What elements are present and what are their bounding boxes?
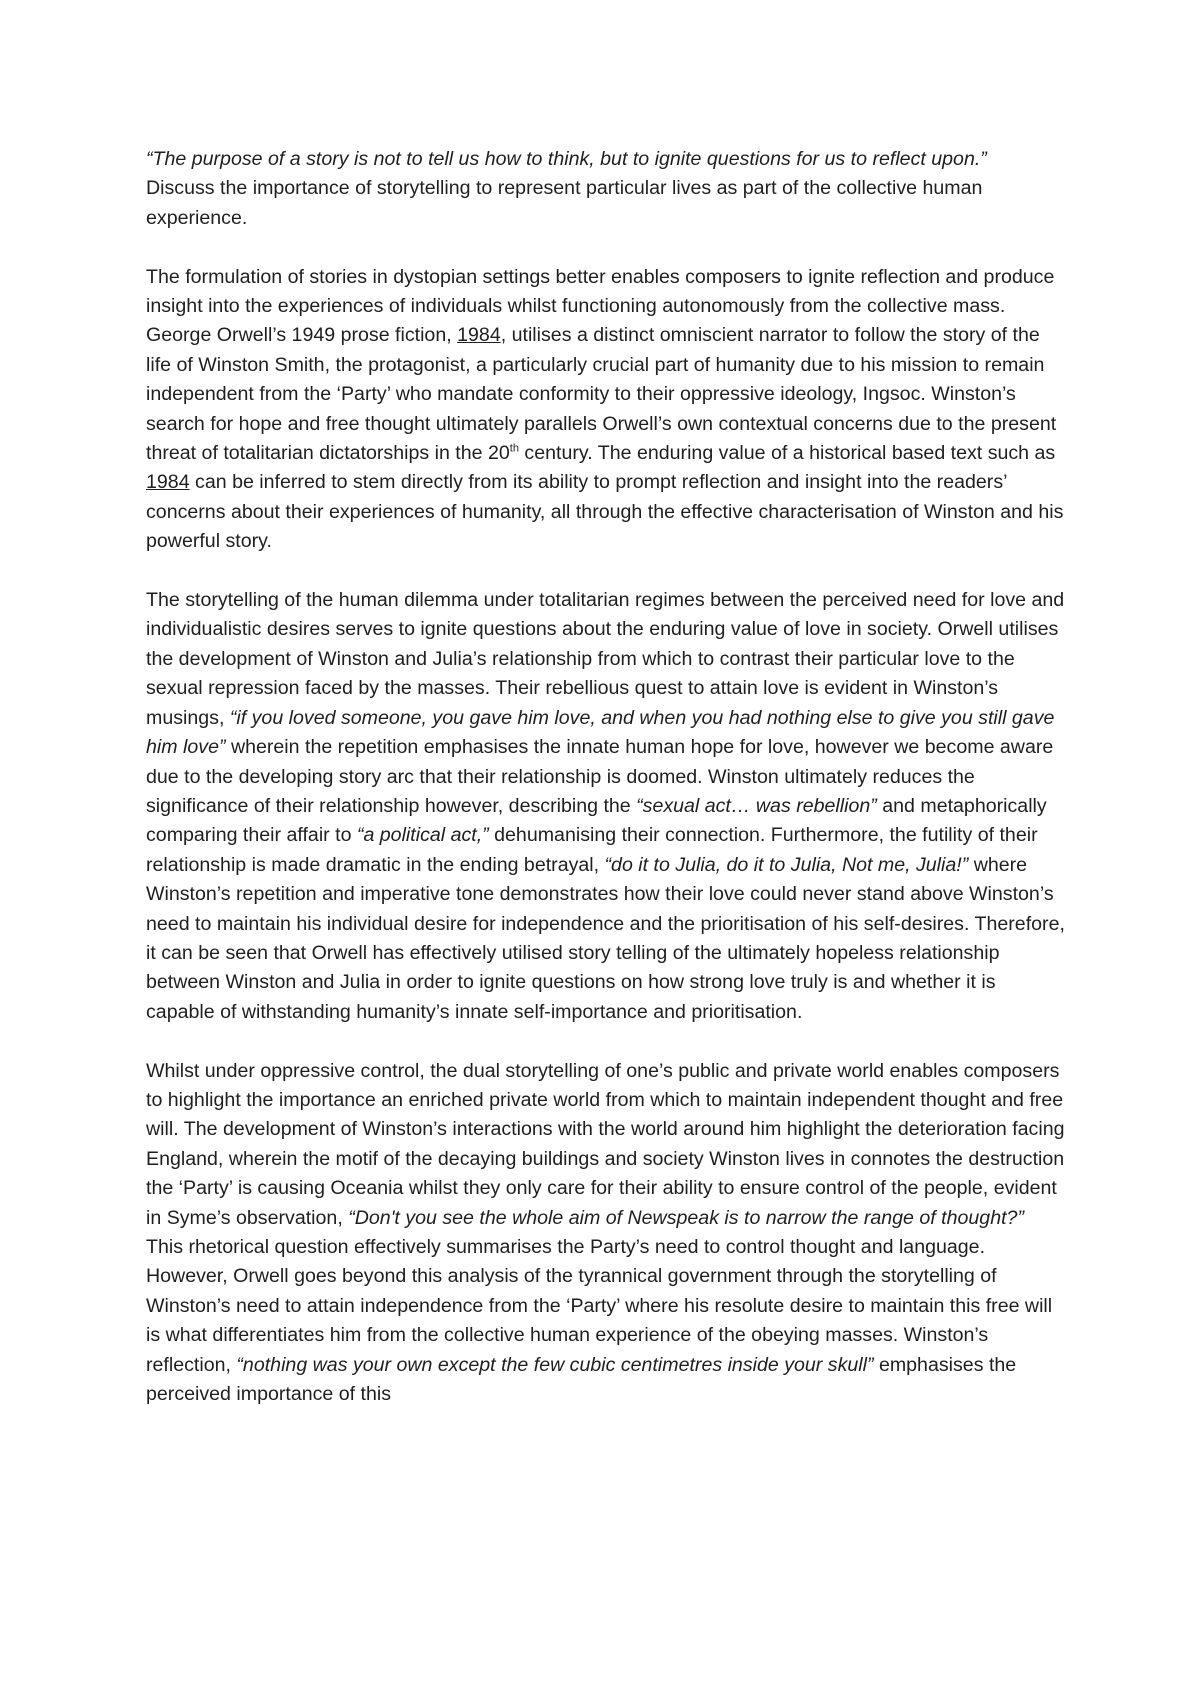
text-run: The storytelling of the human dilemma under totalitarian regimes between the perceived need for love and individualistic desires serves to ignite questions about the enduring value of love in society. Orwell utilises the development of Winston and Julia’s relationship from which to contrast their particular love to the sexual repression faced by the masses. Their rebellious quest to attain love is evident in Winston’s musings,: [146, 589, 1065, 729]
essay-body: [146, 145, 1066, 1409]
text-run: This rhetorical question effectively summarises the Party’s need to control thought and language. However, Orwell goes beyond this analysis of the tyrannical government through the storytelling of Winston’s need to attain independence from the ‘Party’ where his resolute desire to maintain this free will is what differentiates him from the collective human experience of the obeying masses. Winston’s reflection,: [146, 1235, 1053, 1376]
text-run: century. The enduring value of a historical based text such as: [518, 442, 1056, 465]
quotation: “sexual act… was rebellion”: [636, 794, 877, 817]
text-run: where Winston’s repetition and imperative tone demonstrates how their love could never stand above Winston’s need to maintain his individual desire for independence and the prioritisation of his self-desires. Therefore, it can be seen that Orwell has effectively utilised story telling of the ultimately hopeless relationship between Winston and Julia in order to ignite questions on how strong love truly is and whether it is capable of withstanding humanity’s innate self-importance and prioritisation.: [146, 853, 1065, 1023]
book-title: 1984: [457, 324, 501, 347]
quotation: “if you loved someone, you gave him love, and when you had nothing else to give you still gave him love”: [146, 706, 1055, 759]
quotation: “Don't you see the whole aim of Newspeak is to narrow the range of thought?”: [348, 1206, 1024, 1229]
quote-text: “The purpose of a story is not to tell us how to think, but to ignite questions for us to reflect upon.”: [146, 148, 987, 170]
quotation: “a political act,”: [356, 824, 489, 847]
paragraph-body-2: [146, 1057, 1066, 1410]
text-run: The formulation of stories in dystopian settings better enables composers to ignite reflection and produce insight into the experiences of individuals whilst functioning autonomously from the collective mass. George Orwell’s 1949 prose fiction,: [146, 265, 1055, 347]
quotation: “nothing was your own except the few cubic centimetres inside your skull”: [236, 1353, 874, 1376]
text-run: dehumanising their connection. Furthermore, the futility of their relationship is made dramatic in the ending betrayal,: [146, 824, 1038, 876]
text-run: wherein the repetition emphasises the innate human hope for love, however we become aware due to the developing story arc that their relationship is doomed. Winston ultimately reduces the significance of their relationship however, describing the: [146, 736, 1054, 817]
quotation: “do it to Julia, do it to Julia, Not me, Julia!”: [604, 853, 969, 876]
essay-prompt: Discuss the importance of storytelling to represent particular lives as part of the collective human experience.: [146, 177, 983, 229]
text-run: , utilises a distinct omniscient narrator to follow the story of the life of Winston Smith, the protagonist, a particularly crucial part of humanity due to his mission to remain independent from the ‘Party’ who mandate conformity to their oppressive ideology, Ingsoc. Winston’s search for hope and free thought ultimately parallels Orwell’s own contextual concerns due to the present threat of totalitarian dictatorships in the 20: [146, 324, 1057, 465]
essay-quote: [146, 145, 1066, 174]
book-title: 1984: [146, 471, 190, 494]
text-run: and metaphorically comparing their affair to: [146, 794, 1047, 847]
paragraph-introduction: [146, 263, 1066, 557]
superscript: th: [509, 442, 519, 455]
paragraph-body-1: [146, 586, 1066, 1027]
text-run: can be inferred to stem directly from its ability to prompt reflection and insight into the readers’ concerns about their experiences of humanity, all through the effective characterisation of Winston and his powerful story.: [146, 471, 1064, 553]
text-run: emphasises the perceived importance of this: [146, 1353, 1017, 1406]
text-run: Whilst under oppressive control, the dual storytelling of one’s public and private world enables composers to highlight the importance an enriched private world from which to maintain independent thought and free will. The development of Winston’s interactions with the world around him highlight the deterioration facing England, wherein the motif of the decaying buildings and society Winston lives in connotes the destruction the ‘Party’ is causing Oceania whilst they only care for their ability to ensure control of the people, evident in Syme’s observation,: [146, 1059, 1065, 1229]
